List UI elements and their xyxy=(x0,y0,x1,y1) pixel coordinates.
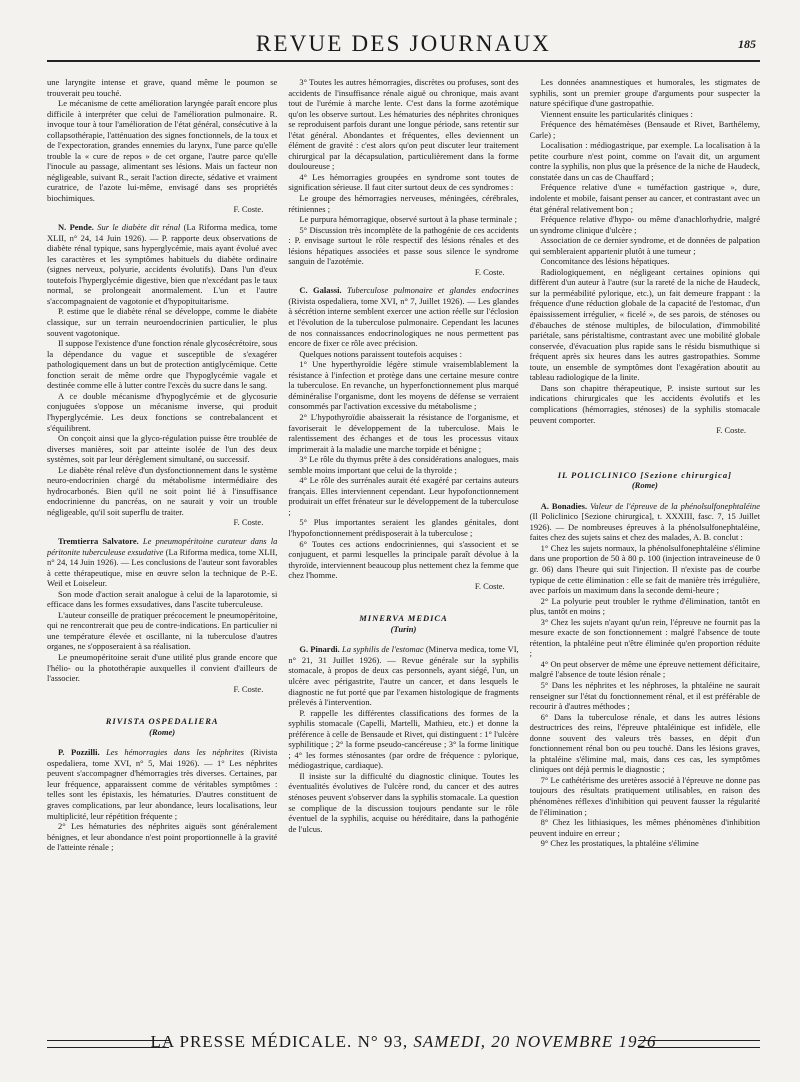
paragraph: 5° Dans les néphrites et les néphroses, la phtaléine ne saurait renseigner sur l'état du fonctionnement rénal, et il est préférable de recourir à d'autres méthodes ; xyxy=(529,679,760,712)
paragraph: une laryngite intense et grave, quand même le poumon se trouverait peu touché. xyxy=(47,77,278,98)
article-reference: (La Riforma medica, tome XLII, n° 24, 14 Juin 1926). — P. rapporte deux observations de diabète rénal typique, sans hyperglycémie, mais ayant évolué avec les caractères et les symptômes habituels du diabète ordinaire (signes nerveux, polyurie, accidents évolutifs). Dans l'un d'eux toutefois l'hyperglycémie digestive, bien que n'excédant pas le taux normal, se prolongeait anormalement. L'un et l'autre s'accompagnaient de vagotonie et d'hypopituitarisme. xyxy=(47,222,278,306)
paragraph: 7° Le cathétérisme des uretères associé à l'épreuve ne donne pas toujours des résultats pratiquement utilisables, en raison des phénomènes réflexes d'inhibition qui peuvent fausser la régularité de l'élimination ; xyxy=(529,774,760,817)
paragraph: 3° Le rôle du thymus prête à des considérations analogues, mais semble moins important que celui de la thyroïde ; xyxy=(288,454,519,475)
footer-text xyxy=(47,1032,760,1052)
signature: F. Coste. xyxy=(474,266,505,277)
column-1 xyxy=(47,77,277,1029)
footer-issue: N° 93, xyxy=(357,1032,409,1051)
paragraph: 2° Les hématuries des néphrites aiguës sont généralement bénignes, et leur abondance n'est point proportionnelle à la gravité de l'atteinte rénale ; xyxy=(47,821,278,853)
paragraph: 2° L'hypothyroïdie abaisserait la résistance de l'organisme, et favoriserait le développement de la tuberculose. Mais le ralentissement des échanges et de tous les processus vitaux imprimerait à la maladie une marche torpide et bénigne ; xyxy=(288,411,519,454)
paragraph: On conçoit ainsi que la glyco-régulation puisse être troublée de diverses manières, soit par atteinte isolée de l'un des deux systèmes, soit par leur dérèglement simultané, ou successif. xyxy=(47,433,278,465)
paragraph: 9° Chez les prostatiques, la phtaléine s'élimine xyxy=(540,838,699,849)
paragraph: 3° Chez les sujets n'ayant qu'un rein, l'épreuve ne fournit pas la mesure exacte de son fonctionnement : malgré l'absence de toute rétention, la phtaléine peut n'être éliminée qu'en proportion réduite ; xyxy=(529,616,760,659)
page-footer xyxy=(47,1032,760,1060)
paragraph: P. estime que le diabète rénal se développe, comme le diabète classique, sur un terrain neuroendocrinien particulier, le plus souvent vagotonique. xyxy=(47,306,278,338)
article-author: Tremtierra Salvatore. xyxy=(58,535,139,546)
paragraph: Le pneumopéritoine serait d'une utilité plus grande encore que l'hélio- ou la photothérapie auxquelles il convient d'ailleurs de l'associer. xyxy=(47,651,278,684)
article-title: Tuberculose pulmonaire et glandes endocrines xyxy=(347,285,519,296)
article-entry xyxy=(47,747,277,821)
paragraph: L'auteur conseille de pratiquer précocement le pneumopéritoine, qui ne rencontrerait que peu de contre-indications. En particulier ni une température élevée et oscillante, ni la tuberculose d'autres organes, ne s'opposeraient à sa réalisation. xyxy=(47,609,278,652)
article-reference: (Rivista ospedaliera, tome XVI, n° 5, Mai 1926). — 1° Les néphrites peuvent s'accompagner d'hémorragies très diverses. Certaines, par leur fréquence, apparaissent comme de véritables symptômes : telles sont les épistaxis, les hématuries. D'autres constituent de graves complications, par leur abondance, leurs localisations, leur multiplicité, leur répétition fréquente ; xyxy=(47,747,278,821)
footer-date: SAMEDI, 20 NOVEMBRE 1926 xyxy=(413,1032,657,1051)
paragraph: 2° La polyurie peut troubler le rythme d'élimination, tantôt en plus, tantôt en moins ; xyxy=(529,595,760,617)
article-author: N. Pende. xyxy=(58,222,94,233)
paragraph: Le mécanisme de cette amélioration laryngée paraît encore plus difficile à interpréter que celui de l'amélioration pulmonaire. R. invoque tour à tour l'amélioration de l'état général, consécutive à la collapsothérapie, l'atténuation des signes fonctionnels, de la toux et de l'expectoration, grandes ennemies du larynx, l'une parce qu'elle trouble la « cure de repos » de cet organe, l'autre parce qu'elle l'inocule au passage, alimentant ses lésions. Mais un facteur non négligeable, suivant R., serait l'action directe, sédative et vraiment curatrice, de l'azote lui-même, envisagé dans ses propriétés biochimiques. xyxy=(47,98,278,204)
signature: F. Coste. xyxy=(233,203,264,214)
paragraph: Fréquence des hématémèses (Bensaude et Rivet, Barthélemy, Carle) ; xyxy=(529,119,760,140)
article-author: G. Pinardi. xyxy=(299,644,340,655)
page-number: 185 xyxy=(738,37,756,51)
section-title: MINERVA MEDICA xyxy=(359,613,448,624)
paragraph: Son mode d'action serait analogue à celui de la laparotomie, si efficace dans les formes exsudatives, dans l'ascite tuberculeuse. xyxy=(47,588,278,610)
paragraph: Concomitance des lésions hépatiques. xyxy=(540,256,670,267)
paragraph: 6° Dans la tuberculose rénale, et dans les autres lésions destructrices des reins, l'épreuve phtaléinique est infidèle, elle donne souvent des valeurs très basses, en dépit d'un fonctionnement rénal bon ou peu touché. Dans les lésions graves, la phtaléine s'élimine mal, mais, dans ces cas, les symptômes cliniques ont déjà permis le diagnostic ; xyxy=(529,711,760,775)
paragraph: Les données anamnestiques et humorales, les stigmates de syphilis, sont un premier groupe d'arguments pour suspecter la nature spécifique d'une gastropathie. xyxy=(529,77,760,109)
signature: F. Coste. xyxy=(716,425,746,436)
article-reference: (Minerva medica, tome VI, n° 21, 31 Juillet 1926). — Revue générale sur la syphilis stomacale, à propos de deux cas personnels, ayant siégé, l'un, un ulcère avec périgastrite, l'autre un cancer, et dans lesquels le diagnostic ne fut porté que par l'examen histologique de fragments prélevés à l'intervention. xyxy=(288,644,519,708)
paragraph: Viennent ensuite les particularités cliniques : xyxy=(540,108,693,119)
article-title: Les hémorragies dans les néphrites xyxy=(106,747,244,758)
article-entry xyxy=(288,285,518,348)
paragraph: 3° Toutes les autres hémorragies, discrètes ou profuses, sont des accidents de l'insuffisance rénale aiguë ou chronique, mais avant tout de l'urémie à marche lente. C'est dans la forme azotémique qu'on les observe surtout. Les hématuries des néphrites chroniques se reproduisent parfois durant une longue période, sans retentir sur l'état général. Abondantes et fréquentes, elles deviennent un élément de gravité : c'est alors qu'on peut discuter leur traitement chirurgical par la décapsulation, particulièrement dans la forme douloureuse ; xyxy=(288,77,519,172)
article-entry xyxy=(288,644,518,707)
paragraph: 5° Discussion très incomplète de la pathogénie de ces accidents : P. envisage surtout le rôle respectif des lésions rénales et des lésions hépatiques associées et passe sous silence le syndrome sanguin de l'azotémie. xyxy=(288,224,519,267)
article-author: C. Galassi. xyxy=(299,285,342,296)
paragraph: Fréquence relative d'hypo- ou même d'anachlorhydrie, malgré un syndrome clinique d'ulcère ; xyxy=(529,214,760,235)
column-2 xyxy=(288,77,518,1029)
article-author: A. Bonadies. xyxy=(540,500,588,511)
article-title: Le pneumopéritoine curateur dans la péritonite tuberculeuse exsudative xyxy=(47,535,278,557)
journal-title: REVUE DES JOURNAUX xyxy=(255,31,552,56)
paragraph: P. rappelle les différentes classifications des formes de la syphilis stomacale (Capelli, Martelli, Mathieu, etc.) et donne la préférence à celle de Bensaude et Rivet, qui distinguent : 1° l'ulcère syphilitique ; 2° la forme pseudo-cancéreuse ; 3° la forme linitique ; 4° les formes sténosantes (par ordre de fréquence : pylorique, médiogastrique, cardiaque). xyxy=(288,707,519,771)
paragraph: 4° Le rôle des surrénales aurait été exagéré par certains auteurs français. Elles interviennent cependant. Leur hypofonctionnement produirait un effet frénateur sur le développement de la tuberculose ; xyxy=(288,475,519,517)
page-header xyxy=(47,0,760,58)
section-city: (Rome) xyxy=(631,480,658,491)
paragraph: A ce double mécanisme d'hypoglycémie et de glycosurie conjuguées s'oppose un mécanisme inverse, qui produit l'hyperglycémie. Les deux fonctions se contrebalancent et s'équilibrent. xyxy=(47,390,278,433)
article-reference: (Il Policlinico [Sezione chirurgica], t. XXXIII, fasc. 7, 15 Juillet 1926). — De nombreuses épreuves à la phénolsulfonephtaléine, faites chez des sujets sains et chez des malades, A. B. conclut : xyxy=(529,511,760,543)
paragraph: Fréquence relative d'une « tuméfaction gastrique », dure, indolente et mobile, faisant penser au cancer, et contrastant avec un état général relativement bon ; xyxy=(529,182,760,214)
section-city: (Rome) xyxy=(149,726,176,737)
signature: F. Coste. xyxy=(233,683,264,694)
paragraph: 8° Chez les lithiasiques, les mêmes phénomènes d'inhibition peuvent induire en erreur ; xyxy=(529,817,760,838)
paragraph: 4° Les hémorragies groupées en syndrome sont toutes de signification sérieuse. Il faut citer surtout deux de ces syndromes : xyxy=(288,171,519,193)
paragraph: Association de ce dernier syndrome, et de données de palpation qui sembleraient appartenir plutôt à une tumeur ; xyxy=(529,235,760,256)
article-entry xyxy=(47,536,277,589)
paragraph: Le diabète rénal relève d'un dysfonctionnement dans le système neuro-endocrinien chargé du métabolisme intermédiaire des hydrocarbonés. Bien qu'il ne soit point lié à l'insuffisance endocrinienne du pancréas, on ne saurait y voir un trouble négligeable, qu'il soit superflu de traiter. xyxy=(47,464,278,517)
article-title: La syphilis de l'estomac xyxy=(342,644,424,655)
paragraph: Il suppose l'existence d'une fonction rénale glycosécrétoire, sous la dépendance du vague et susceptible de s'exagérer pathologiquement dans un but de protection antiglycémique. Cette fonction serait de même ordre que l'hypoglycémie vagale et destinée comme elle à lutter contre l'excès du sucre dans le sang. xyxy=(47,338,278,391)
paragraph: Radiologiquement, en négligeant certaines opinions qui diffèrent d'un auteur à l'autre (sur la rareté de la niche de Haudeck, sur la perméabilité pylorique, etc.), un fait demeure frappant : la fréquence d'une réduction globale de la capacité de l'estomac, d'un épaississement irrégulier, « ficelé », de ses parois, de sténoses ou d'ébauches de sténose multiples, de biloculation, d'immobilité pariétale, sans péristaltisme, contrastant avec une mobilité globale conservée, d'évacuation plus rapide sans le résidu bismuthique si fréquent après six heures dans les autres gastropathies. Somme toute, un ensemble de symptômes dont l'exagération aboutit au tableau radiologique de la linite. xyxy=(529,266,760,383)
article-reference: (Rivista ospedaliera, tome XVI, n° 7, Juillet 1926). — Les glandes à sécrétion interne semblent exercer une action réelle sur l'éclosion et l'évolution de la tuberculose pulmonaire. Cependant les lacunes de nos connaissances endocrinologiques ne nous permettent pas encore de fixer ce rôle avec précision. xyxy=(288,295,519,349)
article-author: P. Pozzilli. xyxy=(58,747,100,758)
paragraph: Localisation : médiogastrique, par exemple. La localisation à la petite courbure n'est point, comme on l'avait dit, un argument contre la syphilis, non plus que la présence de la niche de Haudeck, constatée dans un cas de Chauffard ; xyxy=(529,140,760,182)
paragraph: 1° Chez les sujets normaux, la phénolsulfonephtaléine s'élimine dans une proportion de 50 à 80 p. 100 (injection intraveineuse de 0 gr. 06) dans l'heure qui suit l'injection. Il n'existe pas de courbe typique de cette élimination : elle se fait de manière très irrégulière, avec parfois un maximum dans la seconde demi-heure ; xyxy=(529,542,760,596)
section-title: RIVISTA OSPEDALIERA xyxy=(105,716,219,727)
paragraph: Le purpura hémorragique, observé surtout à la phase terminale ; xyxy=(299,214,517,225)
signature: F. Coste. xyxy=(474,580,505,591)
paragraph: 1° Une hyperthyroïdie légère stimule vraisemblablement la résistance à l'infection et protège dans une certaine mesure contre la tuberculose. En revanche, un hyperfonctionnement plus marqué déminéralise l'organisme, dont les moyens de défense se verraient consommés par l'activation excessive du métabolisme ; xyxy=(288,359,519,412)
paragraph: Le groupe des hémorragies nerveuses, méningées, cérébrales, rétiniennes ; xyxy=(288,193,519,214)
signature: F. Coste. xyxy=(233,517,264,528)
paragraph: 6° Toutes ces actions endocriniennes, qui s'associent et se conjuguent, et parmi lesquelles la principale paraît dévolue à la thyroïde, interviennent beaucoup plus nettement chez la femme que chez l'homme. xyxy=(288,538,519,581)
paragraph: 4° On peut observer de même une épreuve nettement déficitaire, malgré l'absence de toute lésion rénale ; xyxy=(529,658,760,680)
footer-journal: LA PRESSE MÉDICALE. xyxy=(150,1032,353,1051)
article-reference: (La Riforma medica, tome XLII, n° 24, 14 Juin 1926). — Les conclusions de l'auteur sont favorables à cette thérapeutique, mise en œuvre selon la technique de P.-E. Weil et Loiseleur. xyxy=(47,546,278,589)
paragraph: Quelques notions paraissent toutefois acquises : xyxy=(299,348,462,359)
article-title: Valeur de l'épreuve de la phénolsulfonephtaléine xyxy=(590,500,760,511)
header-rule xyxy=(47,60,760,62)
paragraph: Il insiste sur la difficulté du diagnostic clinique. Toutes les éventualités évolutives de l'ulcère rond, du cancer et des autres sténoses peuvent s'observer dans la syphilis stomacale. La question se complique de la discussion toujours pendante sur le rôle éventuel de la syphilis, acquise ou héréditaire, dans la pathogénie de l'ulcus. xyxy=(288,770,519,834)
article-title: Sur le diabète dit rénal xyxy=(97,222,181,233)
article-entry xyxy=(530,501,760,543)
column-3 xyxy=(530,77,760,1029)
article-entry xyxy=(47,222,277,306)
section-city: (Turin) xyxy=(390,623,417,634)
article-columns xyxy=(47,77,760,1029)
paragraph: 5° Plus importantes seraient les glandes génitales, dont l'hypofonctionnement prédisposerait à la tuberculose ; xyxy=(288,517,519,538)
section-title: IL POLICLINICO [Sezione chirurgica] xyxy=(557,469,732,480)
paragraph: Dans son chapitre thérapeutique, P. insiste surtout sur les indications chirurgicales que les accidents évolutifs et les complications (hémorragies, sténoses) de la syphilis stomacale peuvent comporter. xyxy=(529,382,760,425)
